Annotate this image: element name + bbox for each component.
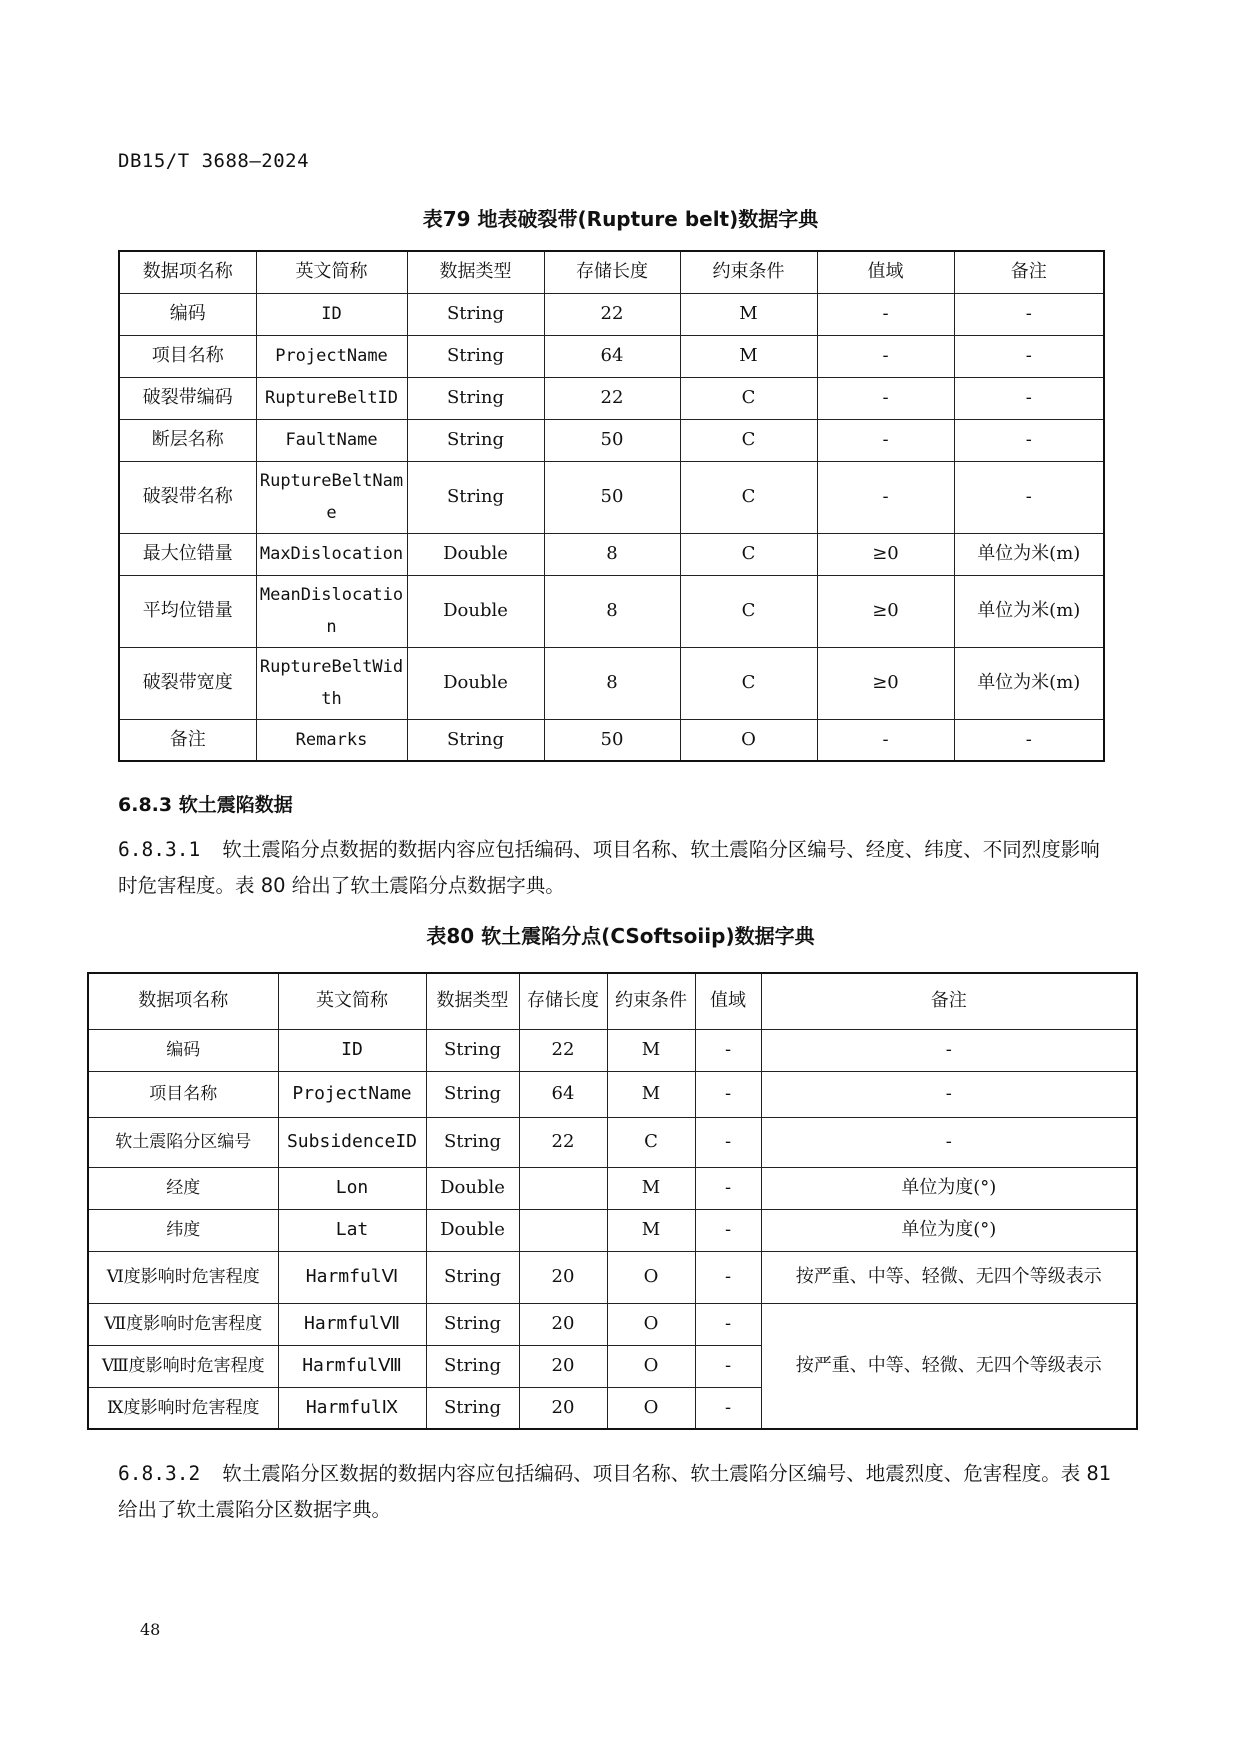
merged-remark-cell: 按严重、中等、轻微、无四个等级表示 (761, 1303, 1137, 1429)
table-cell: C (680, 533, 817, 575)
table-cell: Double (407, 575, 544, 647)
table-row (88, 1071, 1137, 1117)
table-cell: - (817, 719, 954, 761)
table-cell: M (607, 1029, 695, 1071)
table-cell: 50 (544, 419, 680, 461)
table79 (118, 250, 1105, 762)
clause-number: 6.8.3.1 (118, 838, 201, 861)
table-cell: MeanDislocation (256, 575, 407, 647)
table-cell: 备注 (119, 719, 256, 761)
table-cell: ID (256, 293, 407, 335)
table-row (88, 1117, 1137, 1167)
table-cell: Double (407, 533, 544, 575)
table-cell: - (695, 1387, 761, 1429)
column-header: 数据项名称 (88, 973, 278, 1029)
table-cell: FaultName (256, 419, 407, 461)
table-row (119, 533, 1104, 575)
table-cell: C (680, 419, 817, 461)
table-cell: - (695, 1167, 761, 1209)
table-cell: - (761, 1071, 1137, 1117)
table-cell: 8 (544, 575, 680, 647)
table-cell: RuptureBeltWidth (256, 647, 407, 719)
column-header: 约束条件 (607, 973, 695, 1029)
table-cell: 20 (519, 1387, 607, 1429)
table-cell: - (695, 1071, 761, 1117)
table-cell: 单位为度(°) (761, 1209, 1137, 1251)
table-cell: 编码 (119, 293, 256, 335)
table-cell: M (607, 1209, 695, 1251)
table-cell: RuptureBeltID (256, 377, 407, 419)
table-row (119, 461, 1104, 533)
table-cell: 经度 (88, 1167, 278, 1209)
column-header: 数据类型 (407, 251, 544, 293)
table-row (119, 647, 1104, 719)
column-header: 备注 (954, 251, 1104, 293)
table-cell: Double (426, 1209, 519, 1251)
table-cell: 8 (544, 647, 680, 719)
table-cell: O (607, 1251, 695, 1303)
table-cell: String (426, 1117, 519, 1167)
table-cell: ProjectName (278, 1071, 426, 1117)
table-cell: 22 (519, 1029, 607, 1071)
table-cell: 软土震陷分区编号 (88, 1117, 278, 1167)
table-cell: String (407, 419, 544, 461)
table-cell: 单位为度(°) (761, 1167, 1137, 1209)
table-cell: 项目名称 (88, 1071, 278, 1117)
table-cell: - (761, 1117, 1137, 1167)
table-cell: 64 (519, 1071, 607, 1117)
standard-number: DB15/T 3688—2024 (118, 150, 310, 172)
table-cell: M (607, 1167, 695, 1209)
table-cell: O (680, 719, 817, 761)
table-cell: Remarks (256, 719, 407, 761)
table-cell: Ⅷ度影响时危害程度 (88, 1345, 278, 1387)
paragraph-6-8-3-2 (118, 1456, 1118, 1528)
table-row (119, 575, 1104, 647)
column-header: 值域 (695, 973, 761, 1029)
table-cell (519, 1209, 607, 1251)
paragraph-6-8-3-1 (118, 832, 1118, 904)
table-cell: Lat (278, 1209, 426, 1251)
table-cell: 破裂带宽度 (119, 647, 256, 719)
table-row (119, 719, 1104, 761)
table-cell: O (607, 1387, 695, 1429)
table80 (87, 972, 1138, 1430)
page-number: 48 (140, 1620, 161, 1639)
table79-caption: 表79 地表破裂带(Rupture belt)数据字典 (422, 207, 819, 231)
table-cell: RuptureBeltName (256, 461, 407, 533)
table-cell: SubsidenceID (278, 1117, 426, 1167)
table-cell: O (607, 1303, 695, 1345)
table-cell: - (954, 419, 1104, 461)
table-cell: 50 (544, 719, 680, 761)
table-row (88, 1251, 1137, 1303)
table-cell: - (695, 1345, 761, 1387)
table-cell: - (817, 461, 954, 533)
table-row (88, 1167, 1137, 1209)
table-row (88, 1209, 1137, 1251)
table-row (119, 419, 1104, 461)
table-cell: HarmfulⅦ (278, 1303, 426, 1345)
table-cell: String (426, 1303, 519, 1345)
table-cell: - (695, 1209, 761, 1251)
table-cell: - (695, 1029, 761, 1071)
table-cell: String (426, 1029, 519, 1071)
table-cell: Double (407, 647, 544, 719)
table-cell: ≥0 (817, 533, 954, 575)
table-cell: - (817, 419, 954, 461)
column-header: 英文简称 (256, 251, 407, 293)
table-cell: C (680, 575, 817, 647)
table-cell: String (407, 719, 544, 761)
column-header: 存储长度 (519, 973, 607, 1029)
table-row (119, 335, 1104, 377)
table-cell: 按严重、中等、轻微、无四个等级表示 (761, 1251, 1137, 1303)
table-cell: - (817, 377, 954, 419)
table-cell: 22 (519, 1117, 607, 1167)
table-cell: C (607, 1117, 695, 1167)
table-cell: HarmfulⅨ (278, 1387, 426, 1429)
clause-text: 软土震陷分区数据的数据内容应包括编码、项目名称、软土震陷分区编号、地震烈度、危害程度。表 81 给出了软土震陷分区数据字典。 (118, 1462, 1112, 1521)
table-cell: C (680, 647, 817, 719)
table-cell: M (607, 1071, 695, 1117)
table-cell: 破裂带编码 (119, 377, 256, 419)
table-cell: C (680, 377, 817, 419)
table-cell: 20 (519, 1251, 607, 1303)
table-header-row (119, 251, 1104, 293)
table-cell: Ⅸ度影响时危害程度 (88, 1387, 278, 1429)
section-heading: 6.8.3 软土震陷数据 (118, 794, 293, 816)
table-cell: String (407, 461, 544, 533)
column-header: 数据类型 (426, 973, 519, 1029)
column-header: 值域 (817, 251, 954, 293)
clause-number: 6.8.3.2 (118, 1462, 201, 1485)
table-cell: 20 (519, 1303, 607, 1345)
table-cell: - (954, 293, 1104, 335)
table-cell: - (695, 1117, 761, 1167)
table-cell: 项目名称 (119, 335, 256, 377)
table-cell: 64 (544, 335, 680, 377)
table-cell: 20 (519, 1345, 607, 1387)
table-row (119, 377, 1104, 419)
table-cell: 破裂带名称 (119, 461, 256, 533)
table-cell: String (407, 335, 544, 377)
table-cell: - (817, 293, 954, 335)
table-row (88, 1029, 1137, 1071)
table-cell: String (407, 293, 544, 335)
table-header-row (88, 973, 1137, 1029)
table-cell: - (817, 335, 954, 377)
table-cell: HarmfulⅧ (278, 1345, 426, 1387)
table-cell: String (407, 377, 544, 419)
table-cell: - (954, 335, 1104, 377)
table-cell: M (680, 335, 817, 377)
table-cell: - (954, 719, 1104, 761)
table-cell: ID (278, 1029, 426, 1071)
table-cell: C (680, 461, 817, 533)
table-cell: - (761, 1029, 1137, 1071)
table-cell: 断层名称 (119, 419, 256, 461)
table-cell: 单位为米(m) (954, 647, 1104, 719)
table-cell: 单位为米(m) (954, 533, 1104, 575)
table-row (88, 1303, 1137, 1345)
column-header: 英文简称 (278, 973, 426, 1029)
table-cell: Lon (278, 1167, 426, 1209)
table-cell: String (426, 1387, 519, 1429)
table-cell: 平均位错量 (119, 575, 256, 647)
table-cell: Ⅵ度影响时危害程度 (88, 1251, 278, 1303)
table-cell: 50 (544, 461, 680, 533)
table-cell: String (426, 1345, 519, 1387)
table-cell: Ⅶ度影响时危害程度 (88, 1303, 278, 1345)
table-cell: 编码 (88, 1029, 278, 1071)
table-cell: - (954, 461, 1104, 533)
column-header: 存储长度 (544, 251, 680, 293)
column-header: 约束条件 (680, 251, 817, 293)
table-cell: 纬度 (88, 1209, 278, 1251)
table80-caption: 表80 软土震陷分点(CSoftsoiip)数据字典 (426, 924, 815, 948)
table-cell: String (426, 1071, 519, 1117)
table-cell: String (426, 1251, 519, 1303)
table-cell: - (695, 1251, 761, 1303)
table-cell (519, 1167, 607, 1209)
table-cell: 8 (544, 533, 680, 575)
column-header: 备注 (761, 973, 1137, 1029)
table-cell: O (607, 1345, 695, 1387)
table-cell: - (954, 377, 1104, 419)
clause-text: 软土震陷分点数据的数据内容应包括编码、项目名称、软土震陷分区编号、经度、纬度、不同烈度影响时危害程度。表 80 给出了软土震陷分点数据字典。 (118, 838, 1100, 897)
table-cell: Double (426, 1167, 519, 1209)
table-cell: 22 (544, 293, 680, 335)
column-header: 数据项名称 (119, 251, 256, 293)
table-cell: - (695, 1303, 761, 1345)
table-cell: MaxDislocation (256, 533, 407, 575)
table-cell: 单位为米(m) (954, 575, 1104, 647)
table-cell: HarmfulⅥ (278, 1251, 426, 1303)
table-cell: ≥0 (817, 647, 954, 719)
table-cell: ProjectName (256, 335, 407, 377)
table-cell: ≥0 (817, 575, 954, 647)
table-cell: 22 (544, 377, 680, 419)
table-cell: 最大位错量 (119, 533, 256, 575)
table-row (119, 293, 1104, 335)
table-cell: M (680, 293, 817, 335)
